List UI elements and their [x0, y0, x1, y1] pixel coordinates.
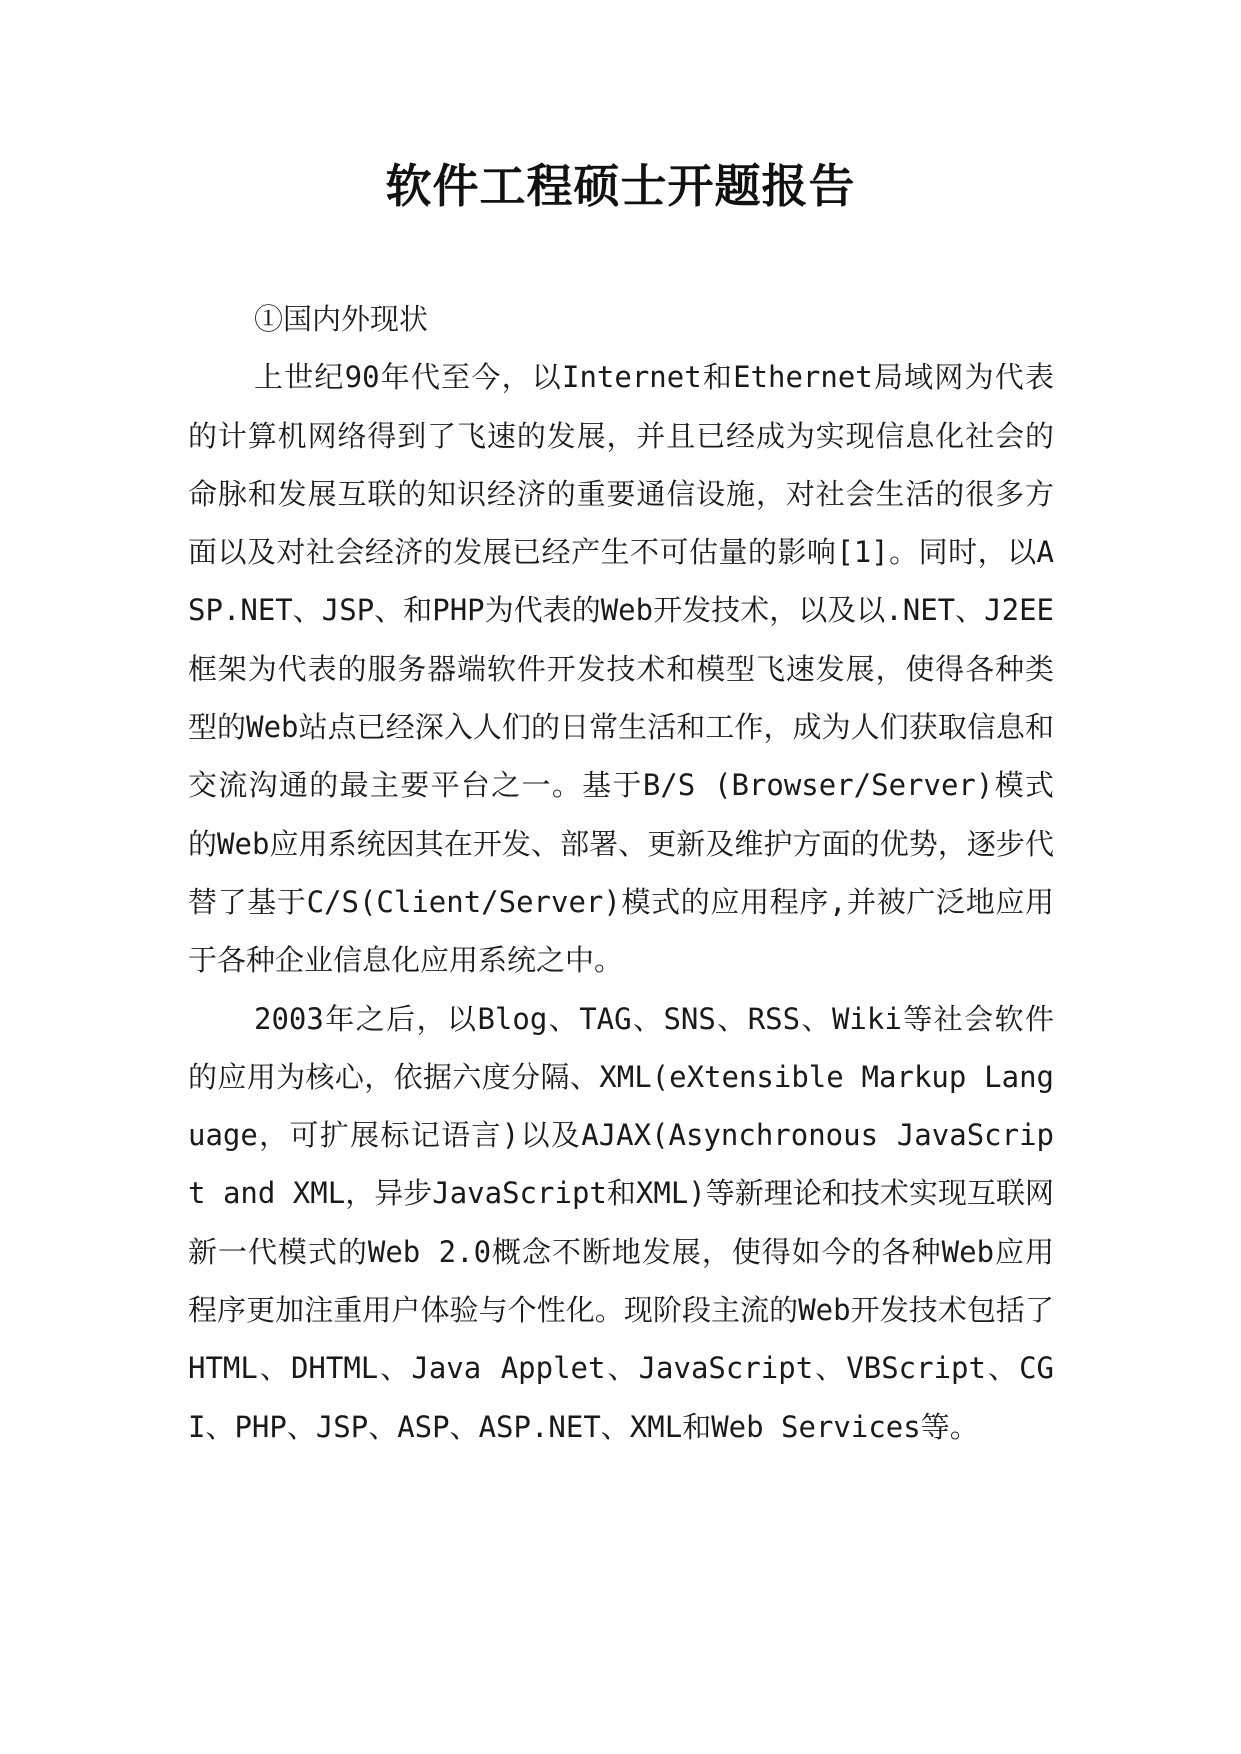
document-title: 软件工程硕士开题报告 — [385, 159, 856, 213]
section-heading: ①国内外现状 — [254, 302, 429, 336]
document-body — [188, 290, 1054, 1456]
paragraph-2: 2003年之后，以Blog、TAG、SNS、RSS、Wiki等社会软件的应用为核心，依据六度分隔、XML(eXtensible Markup Language，可扩展标记语言)以及AJAX(Asynchronous JavaScript and XML，异步JavaScript和XML)等新理论和技术实现互联网新一代模式的Web 2.0概念不断地发展，使得如今的各种Web应用程序更加注重用户体验与个性化。现阶段主流的Web开发技术包括了HTML、DHTML、Java Applet、JavaScript、VBScript、CGI、PHP、JSP、ASP、ASP.NET、XML和Web Services等。 — [188, 1001, 1054, 1444]
paragraph-1: 上世纪90年代至今，以Internet和Ethernet局域网为代表的计算机网络得到了飞速的发展，并且已经成为实现信息化社会的命脉和发展互联的知识经济的重要通信设施，对社会生活的很多方面以及对社会经济的发展已经产生不可估量的影响[1]。同时，以ASP.NET、JSP、和PHP为代表的Web开发技术，以及以.NET、J2EE框架为代表的服务器端软件开发技术和模型飞速发展，使得各种类型的Web站点已经深入人们的日常生活和工作，成为人们获取信息和交流沟通的最主要平台之一。基于B/S (Browser/Server)模式的Web应用系统因其在开发、部署、更新及维护方面的优势，逐步代替了基于C/S(Client/Server)模式的应用程序,并被广泛地应用于各种企业信息化应用系统之中。 — [188, 360, 1054, 978]
